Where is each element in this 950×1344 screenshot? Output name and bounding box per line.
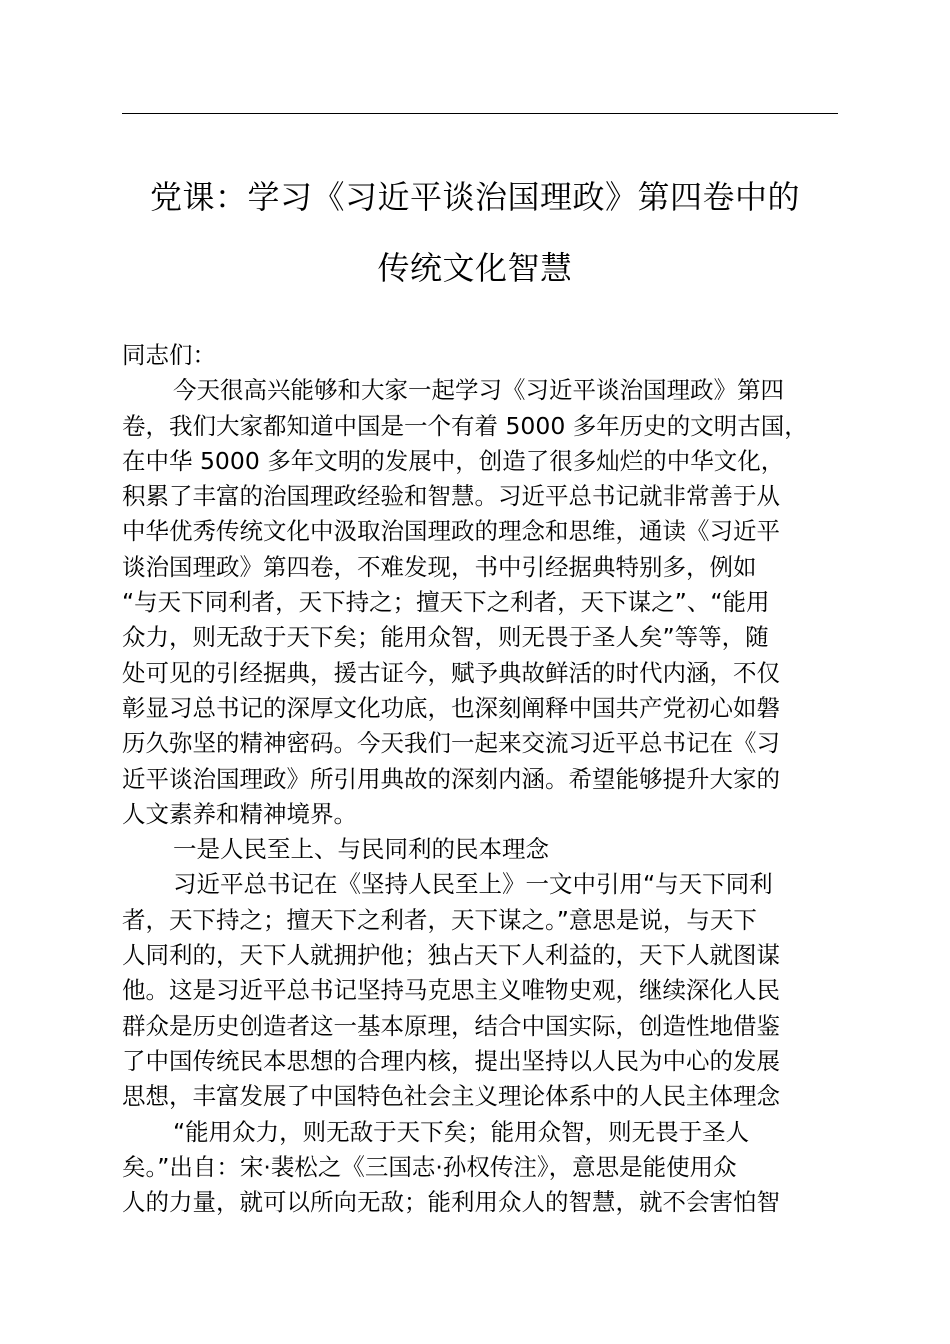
paragraph-line: 者，天下持之；擅天下之利者，天下谋之。”意思是说，与天下 <box>122 905 757 934</box>
document-body <box>122 338 838 1220</box>
paragraph-line: 谈治国理政》第四卷，不难发现，书中引经据典特别多，例如 <box>122 552 757 581</box>
salutation: 同志们： <box>122 341 216 369</box>
paragraph-line: 人同利的，天下人就拥护他；独占天下人利益的，天下人就图谋 <box>122 941 780 970</box>
paragraph-line: “与天下同利者，天下持之；擅天下之利者，天下谋之”、“能用 <box>122 588 770 617</box>
paragraph-line: 彰显习总书记的深厚文化功底，也深刻阐释中国共产党初心如磐 <box>122 693 780 722</box>
paragraph-line: 矣。”出自：宋·裴松之《三国志·孙权传注》，意思是能使用众 <box>122 1152 737 1181</box>
paragraph-line: 近平谈治国理政》所引用典故的深刻内涵。希望能够提升大家的 <box>122 764 780 793</box>
paragraph-line: 在中华 5000 多年文明的发展中，创造了很多灿烂的中华文化， <box>122 446 785 475</box>
section-heading: 一是人民至上、与民同利的民本理念 <box>173 835 549 864</box>
paragraph-line: 习近平总书记在《坚持人民至上》一文中引用“与天下同利 <box>173 870 773 899</box>
paragraph-line: 众力，则无敌于天下矣；能用众智，则无畏于圣人矣”等等，随 <box>122 623 769 652</box>
paragraph-line: 思想，丰富发展了中国特色社会主义理论体系中的人民主体理念 <box>122 1082 780 1111</box>
paragraph-line: 群众是历史创造者这一基本原理，结合中国实际，创造性地借鉴 <box>122 1011 780 1040</box>
paragraph-line: 人的力量，就可以所向无敌；能利用众人的智慧，就不会害怕智 <box>122 1188 780 1217</box>
paragraph-line: “能用众力，则无敌于天下矣；能用众智，则无畏于圣人 <box>173 1117 750 1146</box>
document-title-line-1: 党课：学习《习近平谈治国理政》第四卷中的 <box>149 178 800 216</box>
paragraph-line: 积累了丰富的治国理政经验和智慧。习近平总书记就非常善于从 <box>122 482 780 511</box>
paragraph-line: 中华优秀传统文化中汲取治国理政的理念和思维，通读《习近平 <box>122 517 780 546</box>
paragraph-line: 今天很高兴能够和大家一起学习《习近平谈治国理政》第四 <box>173 376 784 405</box>
paragraph-line: 历久弥坚的精神密码。今天我们一起来交流习近平总书记在《习 <box>122 729 780 758</box>
paragraph-line: 人文素养和精神境界。 <box>122 799 357 828</box>
paragraph-line: 他。这是习近平总书记坚持马克思主义唯物史观，继续深化人民 <box>122 976 780 1005</box>
paragraph-line: 了中国传统民本思想的合理内核，提出坚持以人民为中心的发展 <box>122 1046 780 1075</box>
paragraph-line: 卷，我们大家都知道中国是一个有着 5000 多年历史的文明古国， <box>122 411 808 440</box>
paragraph-line: 处可见的引经据典，援古证今，赋予典故鲜活的时代内涵，不仅 <box>122 658 780 687</box>
document-title-line-2: 传统文化智慧 <box>377 249 573 287</box>
header-rule <box>122 113 838 114</box>
